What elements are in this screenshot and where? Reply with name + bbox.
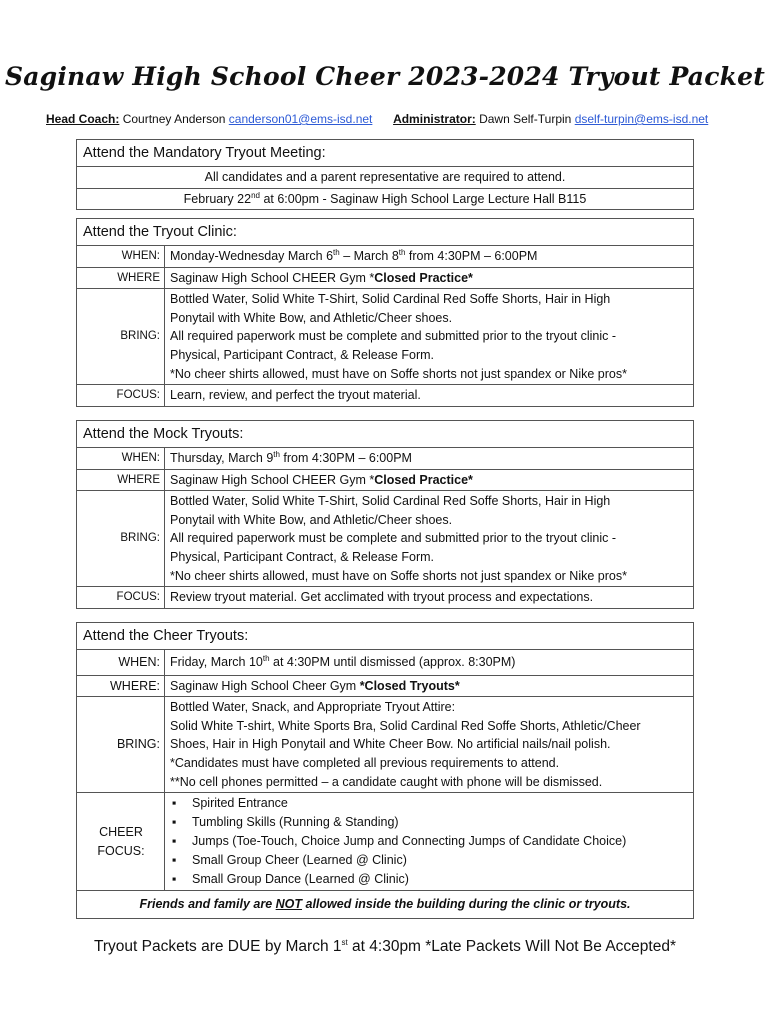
tryouts-bring-label: BRING: [77,697,165,793]
clinic-where-value: Saginaw High School CHEER Gym *Closed Practice* [165,267,694,289]
tryouts-focus-list [165,793,694,891]
list-item: ▪ Small Group Cheer (Learned @ Clinic) [170,851,688,870]
clinic-focus-label: FOCUS: [77,385,165,407]
meeting-line-1: All candidates and a parent representative are required to attend. [77,167,694,189]
administrator-email-link[interactable]: dself-turpin@ems-isd.net [574,112,709,126]
tryouts-when-value: Friday, March 10th at 4:30PM until dismissed (approx. 8:30PM) [165,650,694,676]
tryouts-when-label: WHEN: [77,650,165,676]
tryouts-where-label: WHERE: [77,675,165,697]
meeting-line-2: February 22nd at 6:00pm - Saginaw High School Large Lecture Hall B115 [77,188,694,210]
clinic-focus-value: Learn, review, and perfect the tryout material. [165,385,694,407]
mock-heading: Attend the Mock Tryouts: [77,421,694,448]
clinic-bring-value: Bottled Water, Solid White T-Shirt, Solid Cardinal Red Soffe Shorts, Hair in High Ponytail with White Bow, and Athletic/Cheer shoes. All required paperwork must be complete and submitted prior to the tryout clinic - Physical, Participant Contract, & Release Form. *No cheer shirts allowed, must have on Soffe shorts not just spandex or Nike pros* [165,289,694,385]
mock-focus-value: Review tryout material. Get acclimated with tryout process and expectations. [165,587,694,609]
meeting-section [76,139,694,210]
mock-section [76,420,694,609]
page-title: Saginaw High School Cheer 2023-2024 Tryout Packet [4,62,766,91]
list-item: ▪ Small Group Dance (Learned @ Clinic) [170,870,688,889]
tryouts-bring-value: Bottled Water, Snack, and Appropriate Tryout Attire: Solid White T-shirt, White Sports Bra, Solid Cardinal Red Soffe Shorts, Athletic/Cheer Shoes, Hair in High Ponytail and White Cheer Bow. No artificial nails/nail polish. *Candidates must have completed all previous requirements to attend. **No cell phones permitted – a candidate caught with phone will be dismissed. [165,697,694,793]
list-item: ▪ Tumbling Skills (Running & Standing) [170,813,688,832]
administrator-label: Administrator: [393,112,476,126]
clinic-when-value: Monday-Wednesday March 6th – March 8th from 4:30PM – 6:00PM [165,246,694,268]
tryouts-heading: Attend the Cheer Tryouts: [77,623,694,650]
mock-bring-value: Bottled Water, Solid White T-Shirt, Solid Cardinal Red Soffe Shorts, Hair in High Ponytail with White Bow, and Athletic/Cheer shoes. All required paperwork must be complete and submitted prior to the tryout clinic - Physical, Participant Contract, & Release Form. *No cheer shirts allowed, must have on Soffe shorts not just spandex or Nike pros* [165,491,694,587]
clinic-where-label: WHERE [77,267,165,289]
administrator-name: Dawn Self-Turpin [479,112,572,126]
tryouts-where-value: Saginaw High School Cheer Gym *Closed Tryouts* [165,675,694,697]
mock-where-value: Saginaw High School CHEER Gym *Closed Practice* [165,469,694,491]
clinic-when-label: WHEN: [77,246,165,268]
head-coach-email-link[interactable]: canderson01@ems-isd.net [228,112,373,126]
visitors-notice: Friends and family are NOT allowed inside the building during the clinic or tryouts. [77,891,694,919]
clinic-section [76,218,694,407]
tryouts-section [76,622,694,919]
mock-when-label: WHEN: [77,448,165,470]
clinic-heading: Attend the Tryout Clinic: [77,219,694,246]
mock-focus-label: FOCUS: [77,587,165,609]
tryouts-focus-label: CHEER FOCUS: [77,793,165,891]
list-item: ▪ Jumps (Toe-Touch, Choice Jump and Connecting Jumps of Candidate Choice) [170,832,688,851]
list-item: ▪ Spirited Entrance [170,794,688,813]
mock-when-value: Thursday, March 9th from 4:30PM – 6:00PM [165,448,694,470]
head-coach-label: Head Coach: [46,112,120,126]
head-coach-name: Courtney Anderson [122,112,226,126]
clinic-bring-label: BRING: [77,289,165,385]
mock-where-label: WHERE [77,469,165,491]
meeting-heading: Attend the Mandatory Tryout Meeting: [77,140,694,167]
deadline-footer: Tryout Packets are DUE by March 1st at 4:30pm *Late Packets Will Not Be Accepted* [93,937,676,955]
mock-bring-label: BRING: [77,491,165,587]
contact-line [46,112,736,126]
